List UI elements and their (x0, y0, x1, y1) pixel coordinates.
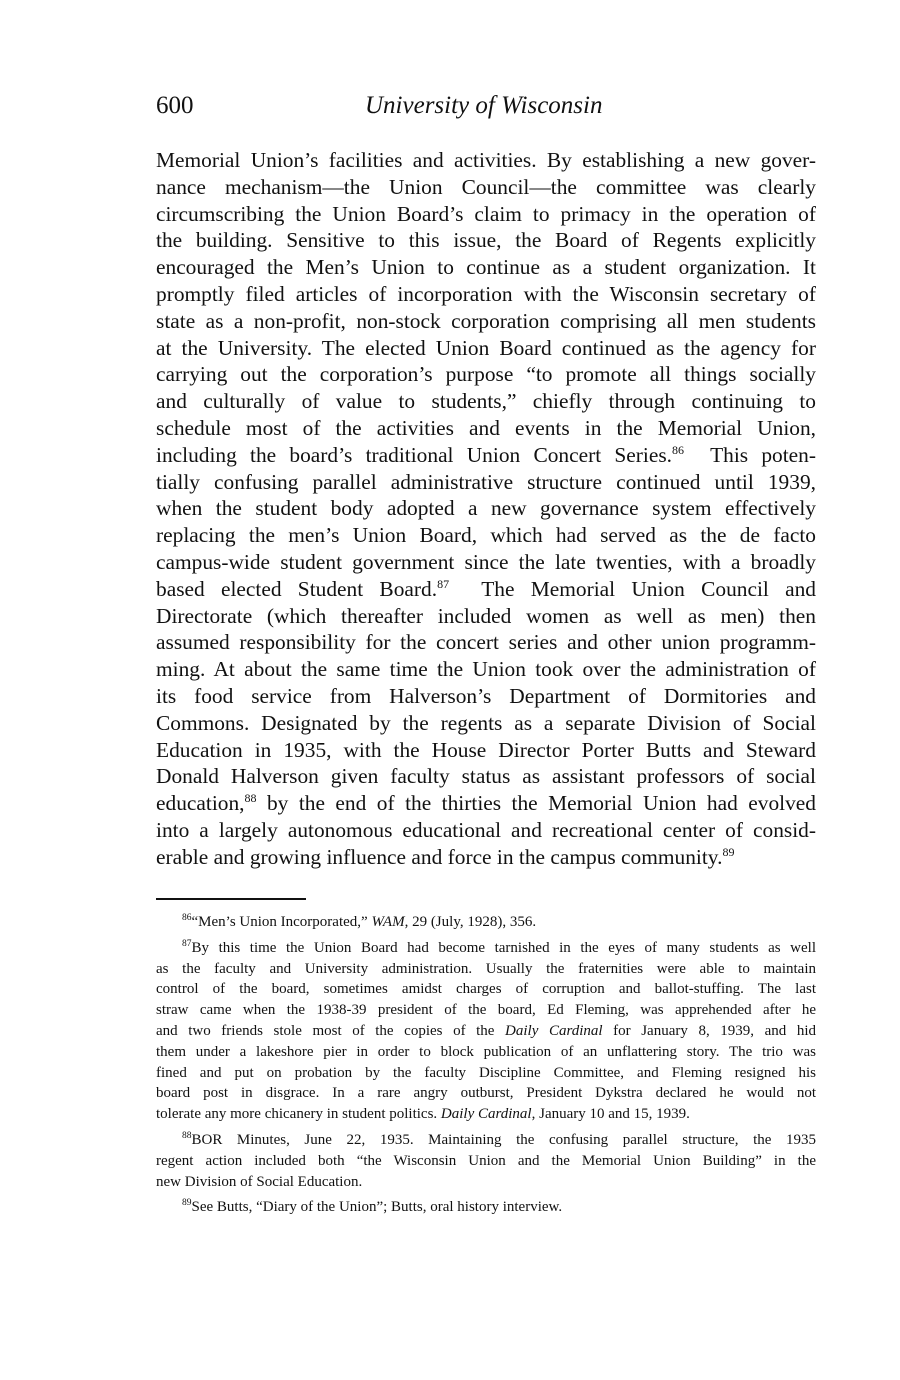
body-line: circumscribing the Union Board’s claim to primacy in the operation of (156, 201, 816, 226)
footnote-88-line: regent action included both “the Wisconsin Union and the Memorial Union Building” in the (156, 1152, 816, 1169)
body-line: Memorial Union’s facilities and activities. By establishing a new gover- (156, 148, 816, 172)
footnote-text: , January 10 and 15, 1939. (531, 1106, 690, 1123)
page-header (156, 88, 816, 128)
body-line: at the University. The elected Union Board continued as the agency for (156, 335, 816, 360)
footnote-text: “Men’s Union Incorporated,” (191, 914, 368, 930)
footnote-86 (156, 912, 816, 933)
body-line: and culturally of value to students,” chiefly through continuing to (156, 389, 816, 414)
body-line: Commons. Designated by the regents as a separate Division of Social (156, 710, 816, 735)
body-line: Directorate (which thereafter included women as well as men) then (156, 603, 816, 628)
body-line: Donald Halverson given faculty status as assistant professors of social (156, 764, 816, 789)
footnotes (156, 912, 816, 1218)
body-line: ming. At about the same time the Union took over the administration of (156, 657, 816, 682)
footnote-text: and two friends stole most of the copies of the (156, 1022, 495, 1039)
body-line-text: including the board’s traditional Union Concert Series. (156, 442, 673, 467)
body-line-text: by the end of the thirties the Memorial Union had evolved (266, 791, 816, 816)
footnote-text: By this time the Union Board had become tarnished in the eyes of many students as well (191, 939, 816, 956)
footnote-87-line: them under a lakeshore pier in order to block publication of an unflattering story. The trio was (156, 1043, 816, 1060)
footnote-89 (156, 1197, 816, 1218)
footnote-marker: 86 (182, 913, 192, 923)
body-line: state as a non-profit, non-stock corporation comprising all men students (156, 308, 816, 333)
footnote-88-line (156, 1130, 816, 1151)
body-line: schedule most of the activities and events in the Memorial Union, (156, 415, 816, 440)
footnote-87-line: straw came when the 1938-39 president of the board, Ed Fleming, was apprehended after he (156, 1002, 816, 1019)
footnote-divider (156, 898, 306, 900)
footnote-reference[interactable]: 86 (672, 442, 685, 457)
body-text (156, 147, 816, 871)
body-line: carrying out the corporation’s purpose “to promote all things socially (156, 362, 816, 387)
body-line: into a largely autonomous educational and recreational center of consid- (156, 817, 816, 842)
body-line-with-note (156, 442, 816, 469)
body-line: campus-wide student government since the late twenties, with a broadly (156, 549, 816, 574)
footnote-87-line: fined and put on probation by the faculty Discipline Committee, and Fleming resigned his (156, 1064, 816, 1081)
footnote-text: See Butts, “Diary of the Union”; Butts, oral history interview. (191, 1199, 563, 1216)
body-line-text: This poten- (710, 442, 816, 467)
body-line-with-note (156, 576, 816, 603)
footnote-italic: Daily Cardinal (505, 1022, 603, 1039)
footnote-marker: 89 (182, 1198, 192, 1209)
footnote-marker: 88 (182, 1130, 192, 1141)
footnote-87-line: board post in disgrace. In a rare angry outburst, President Dykstra declared he would not (156, 1085, 816, 1102)
page-number: 600 (156, 92, 194, 119)
body-line-text: based elected Student Board. (156, 576, 438, 601)
body-line: when the student body adopted a new governance system effectively (156, 496, 816, 521)
body-line: assumed responsibility for the concert series and other union programm- (156, 630, 816, 655)
body-line: promptly filed articles of incorporation with the Wisconsin secretary of (156, 281, 816, 306)
footnote-reference[interactable]: 88 (244, 791, 257, 806)
body-line: Education in 1935, with the House Director Porter Butts and Steward (156, 737, 816, 762)
body-line: the building. Sensitive to this issue, the Board of Regents explicitly (156, 228, 816, 253)
footnote-reference[interactable]: 89 (722, 844, 735, 859)
footnote-87-line (156, 938, 816, 959)
body-line-with-note (156, 790, 816, 817)
footnote-text: tolerate any more chicanery in student politics. (156, 1106, 438, 1123)
footnote-italic: Daily Cardinal (440, 1106, 532, 1123)
footnote-italic: WAM (371, 914, 405, 930)
footnote-88-line: new Division of Social Education. (156, 1173, 363, 1190)
footnote-text: for January 8, 1939, and hid (613, 1022, 817, 1039)
body-line: replacing the men’s Union Board, which had served as the de facto (156, 523, 816, 548)
footnote-87-line (156, 1104, 816, 1125)
footnote-87-line (156, 1021, 816, 1042)
body-line: nance mechanism—the Union Council—the committee was clearly (156, 174, 816, 199)
footnote-reference[interactable]: 87 (437, 576, 450, 591)
footnote-marker: 87 (182, 938, 192, 949)
body-line: tially confusing parallel administrative structure continued until 1939, (156, 469, 816, 494)
running-head: University of Wisconsin (365, 92, 603, 119)
footnote-text: BOR Minutes, June 22, 1935. Maintaining the confusing parallel structure, the 1935 (191, 1131, 816, 1148)
body-line-text: The Memorial Union Council and (481, 576, 816, 601)
body-line: its food service from Halverson’s Department of Dormitories and (156, 683, 816, 708)
body-line: encouraged the Men’s Union to continue as a student organization. It (156, 255, 816, 280)
body-line-text: erable and growing influence and force in the campus community. (156, 844, 723, 869)
footnote-87-line: as the faculty and University administration. Usually the fraternities were able to maintain (156, 960, 816, 977)
footnote-text: , 29 (July, 1928), 356. (404, 914, 537, 930)
body-line-text: education, (156, 791, 245, 816)
body-line-with-note (156, 844, 816, 871)
footnote-87-line: control of the board, sometimes amidst charges of corruption and ballot-stuffing. The last (156, 981, 816, 998)
